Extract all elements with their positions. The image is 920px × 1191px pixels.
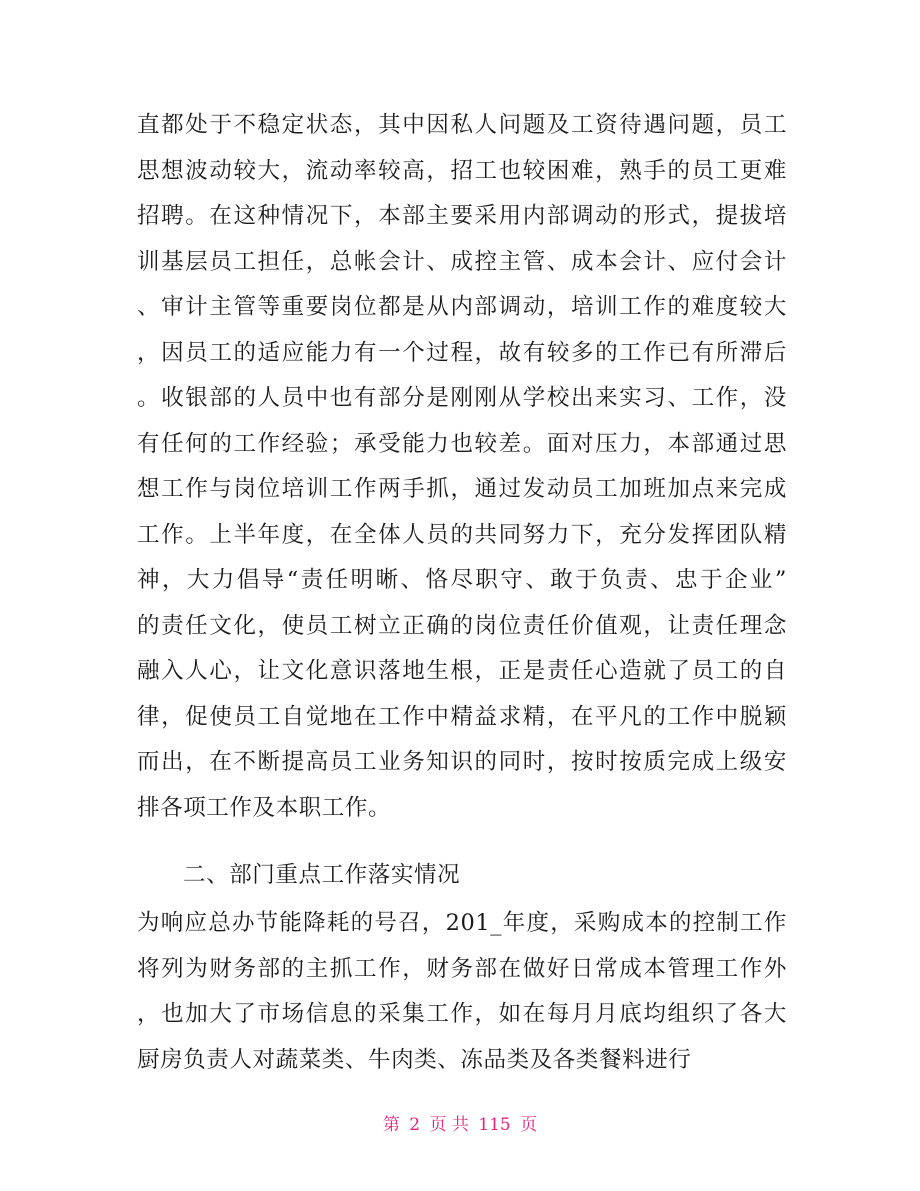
text-line: 思想波动较大，流动率较高，招工也较困难，熟手的员工更难 bbox=[137, 157, 787, 184]
text-line: 训基层员工担任，总帐会计、成控主管、成本会计、应付会计 bbox=[137, 248, 787, 275]
text-line: 而出，在不断提高员工业务知识的同时，按时按质完成上级安 bbox=[137, 749, 787, 775]
footer-suffix: 页 bbox=[520, 1115, 538, 1135]
footer-total-pages: 115 bbox=[478, 1115, 511, 1135]
text-line: 招聘。在这种情况下，本部主要采用内部调动的形式，提拔培 bbox=[137, 203, 787, 229]
text-line: ，因员工的适应能力有一个过程，故有较多的工作已有所滞后 bbox=[137, 339, 787, 366]
text-line: 律，促使员工自觉地在工作中精益求精，在平凡的工作中脱颖 bbox=[137, 703, 787, 730]
text-line: 、审计主管等重要岗位都是从内部调动，培训工作的难度较大 bbox=[137, 294, 787, 320]
text-line: 想工作与岗位培训工作两手抓，通过发动员工加班加点来完成 bbox=[137, 476, 787, 502]
text-line: 厨房负责人对蔬菜类、牛肉类、冻品类及各类餐料进行 bbox=[137, 1046, 692, 1073]
text-line: 的责任文化，使员工树立正确的岗位责任价值观，让责任理念 bbox=[137, 612, 787, 639]
text-line: 为响应总办节能降耗的号召，201_年度，采购成本的控制工作 bbox=[137, 910, 787, 936]
footer-prefix: 第 bbox=[382, 1115, 400, 1135]
text-line: 将列为财务部的主抓工作，财务部在做好日常成本管理工作外 bbox=[137, 955, 787, 982]
page-footer bbox=[0, 1110, 920, 1135]
footer-middle: 页 共 bbox=[429, 1115, 469, 1135]
text-line: 排各项工作及本职工作。 bbox=[137, 794, 392, 821]
body-paragraph-1 bbox=[137, 103, 787, 831]
text-line: 工作。上半年度，在全体人员的共同努力下，充分发挥团队精 bbox=[137, 521, 787, 548]
text-line: 直都处于不稳定状态，其中因私人问题及工资待遇问题，员工 bbox=[137, 112, 787, 138]
text-line: 神，大力倡导“责任明晰、恪尽职守、敢于负责、忠于企业” bbox=[137, 567, 787, 593]
text-line: ，也加大了市场信息的采集工作，如在每月月底均组织了各大 bbox=[137, 1001, 787, 1027]
text-line: 融入人心，让文化意识落地生根，正是责任心造就了员工的自 bbox=[137, 658, 787, 684]
section-heading: 二、部门重点工作落实情况 bbox=[183, 862, 461, 888]
footer-page-number: 2 bbox=[409, 1115, 421, 1135]
text-line: 。收银部的人员中也有部分是刚刚从学校出来实习、工作，没 bbox=[137, 385, 787, 411]
body-paragraph-2 bbox=[137, 901, 787, 1083]
text-line: 有任何的工作经验；承受能力也较差。面对压力，本部通过思 bbox=[137, 430, 787, 457]
